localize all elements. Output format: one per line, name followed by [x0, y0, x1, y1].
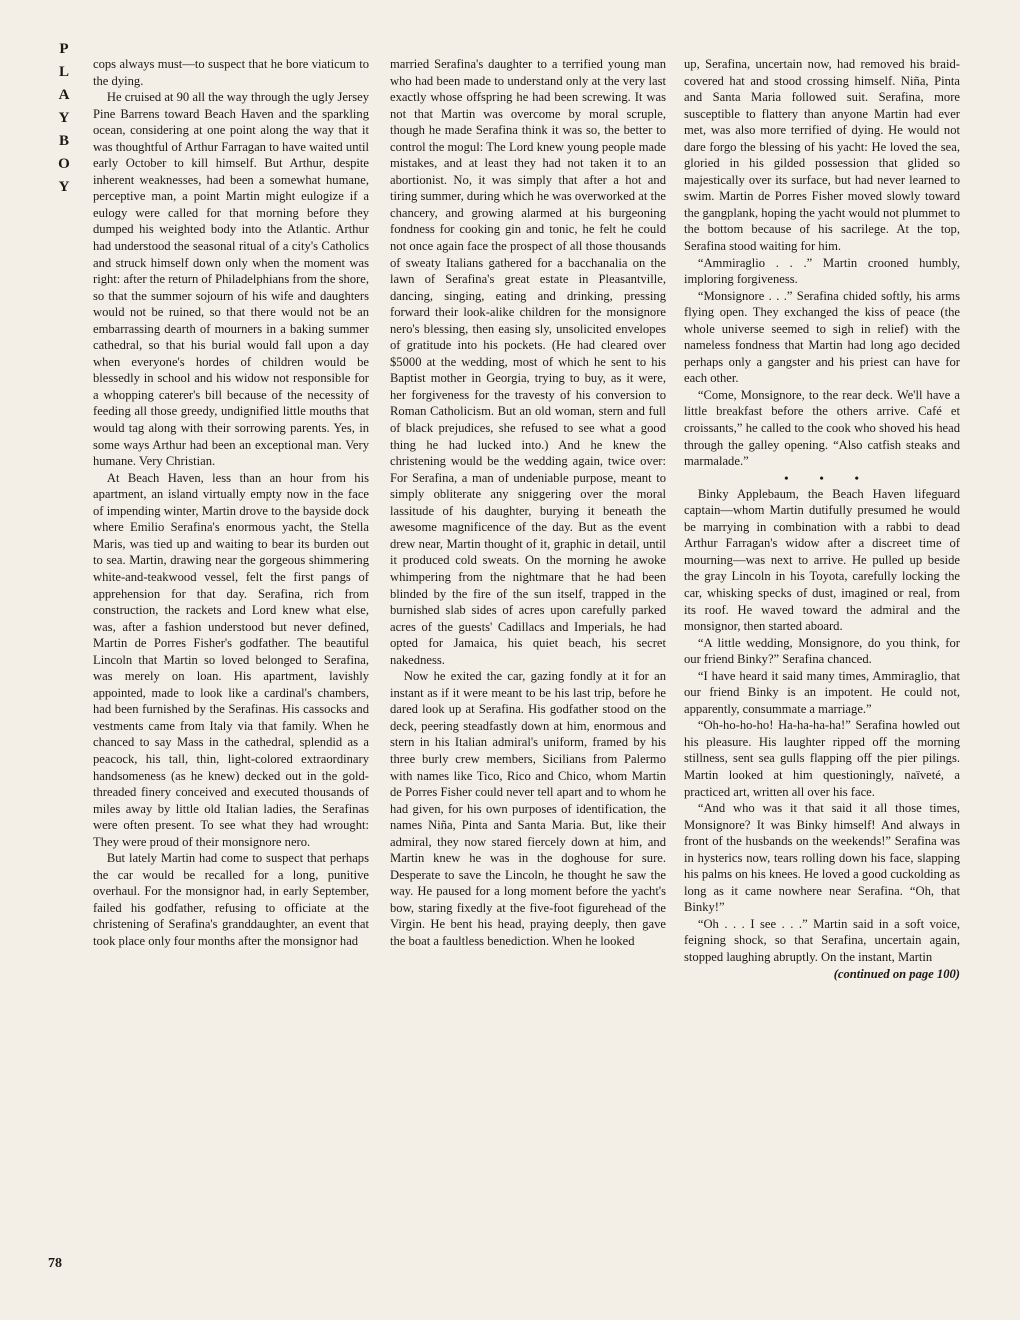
- article-paragraph: “Ammiraglio . . .” Martin crooned humbly, imploring forgiveness.: [684, 255, 960, 287]
- article-paragraph: But lately Martin had come to suspect that perhaps the car would be recalled for a long, punitive overhaul. For the monsignor had, in early September, failed his godfather, refusing to officiate at the christening of Serafina's granddaughter, an event that took place only four months after the monsignor had: [93, 851, 369, 948]
- article-paragraph: Binky Applebaum, the Beach Haven lifeguard captain—whom Martin dutifully presumed he would be marrying in combination with a rabbi to dead Arthur Farragan's widow after a discreet time of mourning—was next to arrive. He pulled up beside the gray Lincoln in his Toyota, carefully locking the car, whisking specks of dust, imagined or real, from its roof. He waved toward the admiral and the monsignor, then started aboard.: [684, 486, 960, 634]
- article-paragraph: At Beach Haven, less than an hour from his apartment, an island virtually empty now in the face of impending winter, Martin drove to the bayside dock where Emilio Serafina's enormous yacht, the Stella Maris, was tied up and waiting to bear its burden out to sea. Martin, drawing near the gorgeous shimmering white-and-teakwood vessel, felt the first pangs of apprehension for that day. Serafina, rich from construction, the rackets and Lord knew what else, was, after a fashion understood but never defined, Martin de Porres Fisher's godfather. The beautiful Lincoln that Martin so loved belonged to Serafina, was merely on loan. His apartment, lavishly appointed, made to look like a cardinal's chambers, had been furnished by the Serafinas. His cassocks and vestments came from Italy via that family. When he chanced to say Mass in the cathedral, splendid as a peacock, his tall, thin, light-colored extraordinary handsomeness (as he knew) decked out in the gold-threaded finery conceived and executed thousands of miles away by little old Italian ladies, the Serafinas were often present. To see what they had wrought: They were proud of their monsignore nero.: [93, 470, 369, 849]
- magazine-name-vertical: [50, 42, 78, 203]
- magazine-letter: L: [58, 64, 69, 80]
- article-column-1: [93, 56, 369, 950]
- article-paragraph: up, Serafina, uncertain now, had removed his braid-covered hat and stood crossing himself. Niña, Pinta and Santa Maria followed suit. Serafina, more susceptible to flattery than anyone Martin had ever met, was also more terrified of dying. He would not dare forgo the blessing of his yacht: He loved the sea, gloried in his gilded possession that glided so majestically over its surface, but had never learned to swim. Martin de Porres Fisher moved slowly toward the gangplank, hoping the yacht would not plummet to the bottom because of his sacrilege. At the top, Serafina stood waiting for him.: [684, 57, 960, 254]
- article-paragraph: He cruised at 90 all the way through the ugly Jersey Pine Barrens toward Beach Haven and the sparkling ocean, considering at one point along the way that it was thoughtful of Arthur Farragan to have waited until early October to kill himself. But Arthur, despite inherent weaknesses, had been a somewhat humane, perceptive man, a point Martin might eulogize if a eulogy were called for that morning before they dumped his weighted body into the Atlantic. Arthur had understood the seasonal ritual of a city's Catholics and struck himself down only when the moment was right: after the return of Philadelphians from the shore, so that the summer sojourn of his wife and daughters would not be ruined, so that there would not be an embarrassing dearth of mourners in a baking summer cathedral, so that his burial would fall upon a day when everyone's hordes of children would be blessedly in school and his widow not responsible for a whopping caterer's bill because of the necessity of feeding all those greedy, undignified little mouths that would tag along with their sorrowing parents. Yes, in some ways Arthur had been an exceptional man. Very humane. Very Christian.: [93, 90, 369, 469]
- article-paragraph: married Serafina's daughter to a terrified young man who had been made to understand only at the very last exactly whose offspring he had been screwing. It was not that Martin was overcome by moral scruple, though he made Serafina think it was so, the better to control the mogul: The Lord knew young people made mistakes, and at least they had not taken it to an abortionist. No, it was simply that after a hot and tiring summer, during which he was overworked at the chancery, and growing alarmed at his burgeoning fondness for cooking gin and tonic, he felt he could not once again face the prospect of all those thousands of sweaty Italians gathered for a bacchanalia on the lawn of Serafina's great estate in Pleasantville, dancing, singing, eating and drinking, pressing forward their look-alike children for the monsignore nero's blessing, then easing sly, unsolicited envelopes of gratitude into his pockets. (He had cleared over $5000 at the wedding, most of which he sent to his Baptist mother in Georgia, trying to buy, as it were, her forgiveness for the travesty of his conversion to Roman Catholicism. But an old woman, stern and full of black prejudices, she refused to see what a good thing he had lucked into.) And he knew the christening would be the wedding again, twice over: For Serafina, a man of undeniable purpose, meant to simply obliterate any sniggering over the moral lassitude of his daughter, burying it beneath the awesome magnificence of the day. But as the event drew near, Martin thought of it, graphic in detail, until it produced cold sweats. On the morning he awoke whimpering from the nightmare that he had been blinded by the fire of the sun itself, trapped in the burnished slab sides of acres upon carefully parked acres of the guests' Cadillacs and Imperials, he had opted for Jamaica, his quiet beach, his secret nakedness.: [390, 57, 666, 667]
- article-paragraph: “Monsignore . . .” Serafina chided softly, his arms flying open. They exchanged the kiss of peace (the whole universe seemed to sigh in relief) with the nameless fondness that Martin had long ago decided perhaps only a gangster and his priest can have for each other.: [684, 288, 960, 386]
- magazine-letter: O: [58, 156, 70, 172]
- article-paragraph: “Come, Monsignore, to the rear deck. We'll have a little breakfast before the others arrive. Café et croissants,” he called to the cook who shoved his head through the galley opening. “Also catfish steaks and marmalade.”: [684, 387, 960, 469]
- section-divider: • • •: [784, 470, 873, 485]
- article-paragraph: “Oh . . . I see . . .” Martin said in a soft voice, feigning shock, so that Serafina, uncertain again, stopped laughing abruptly. On the instant, Martin: [684, 916, 960, 964]
- page-number: 78: [48, 1256, 62, 1271]
- article-paragraph: “A little wedding, Monsignore, do you think, for our friend Binky?” Serafina chanced.: [684, 635, 960, 667]
- article-paragraph: Now he exited the car, gazing fondly at it for an instant as if it were meant to be his last trip, before he dared look up at Serafina. His godfather stood on the deck, peering steadfastly down at him, enormous and stern in his Italian admiral's uniform, framed by his three burly crew members, Sicilians from Palermo with names like Tico, Rico and Chico, whom Martin de Porres Fisher could never tell apart and to whom he had given, for his own purposes of identification, the names Niña, Pinta and Santa Maria. But, like their admiral, they now stared fiercely down at him, and Martin knew he was in the doghouse for sure. Desperate to save the Lincoln, he thought he saw the way. He paused for a long moment before the yacht's bow, staring fixedly at the five-foot figurehead of the Virgin. He bent his head, praying deeply, then gave the boat a faultless benediction. When he looked: [390, 669, 666, 948]
- article-paragraph: cops always must—to suspect that he bore viaticum to the dying.: [93, 57, 369, 88]
- magazine-letter: P: [59, 41, 69, 57]
- article-column-2: [390, 56, 666, 950]
- continued-note: (continued on page 100): [833, 966, 960, 981]
- magazine-letter: Y: [58, 179, 70, 195]
- article-paragraph: “And who was it that said it all those times, Monsignore? It was Binky himself! And always in front of the husbands on the weekends!” Serafina was in hysterics now, tears rolling down his face, slapping his palms on his knees. He loved a good cuckolding as long as it came nowhere near Serafina. “Oh, that Binky!”: [684, 801, 960, 915]
- article-paragraph: “Oh-ho-ho-ho! Ha-ha-ha-ha!” Serafina howled out his pleasure. His laughter ripped off the morning stillness, sent sea gulls flapping off the pier pilings. Martin looked at him questioningly, naïveté, a practiced art, written all over his face.: [684, 718, 960, 799]
- magazine-letter: Y: [58, 110, 70, 126]
- magazine-letter: B: [58, 133, 69, 149]
- magazine-letter: A: [58, 87, 70, 103]
- article-column-3: [684, 56, 960, 982]
- article-paragraph: “I have heard it said many times, Ammiraglio, that our friend Binky is an impotent. He could not, apparently, consummate a marriage.”: [684, 668, 960, 716]
